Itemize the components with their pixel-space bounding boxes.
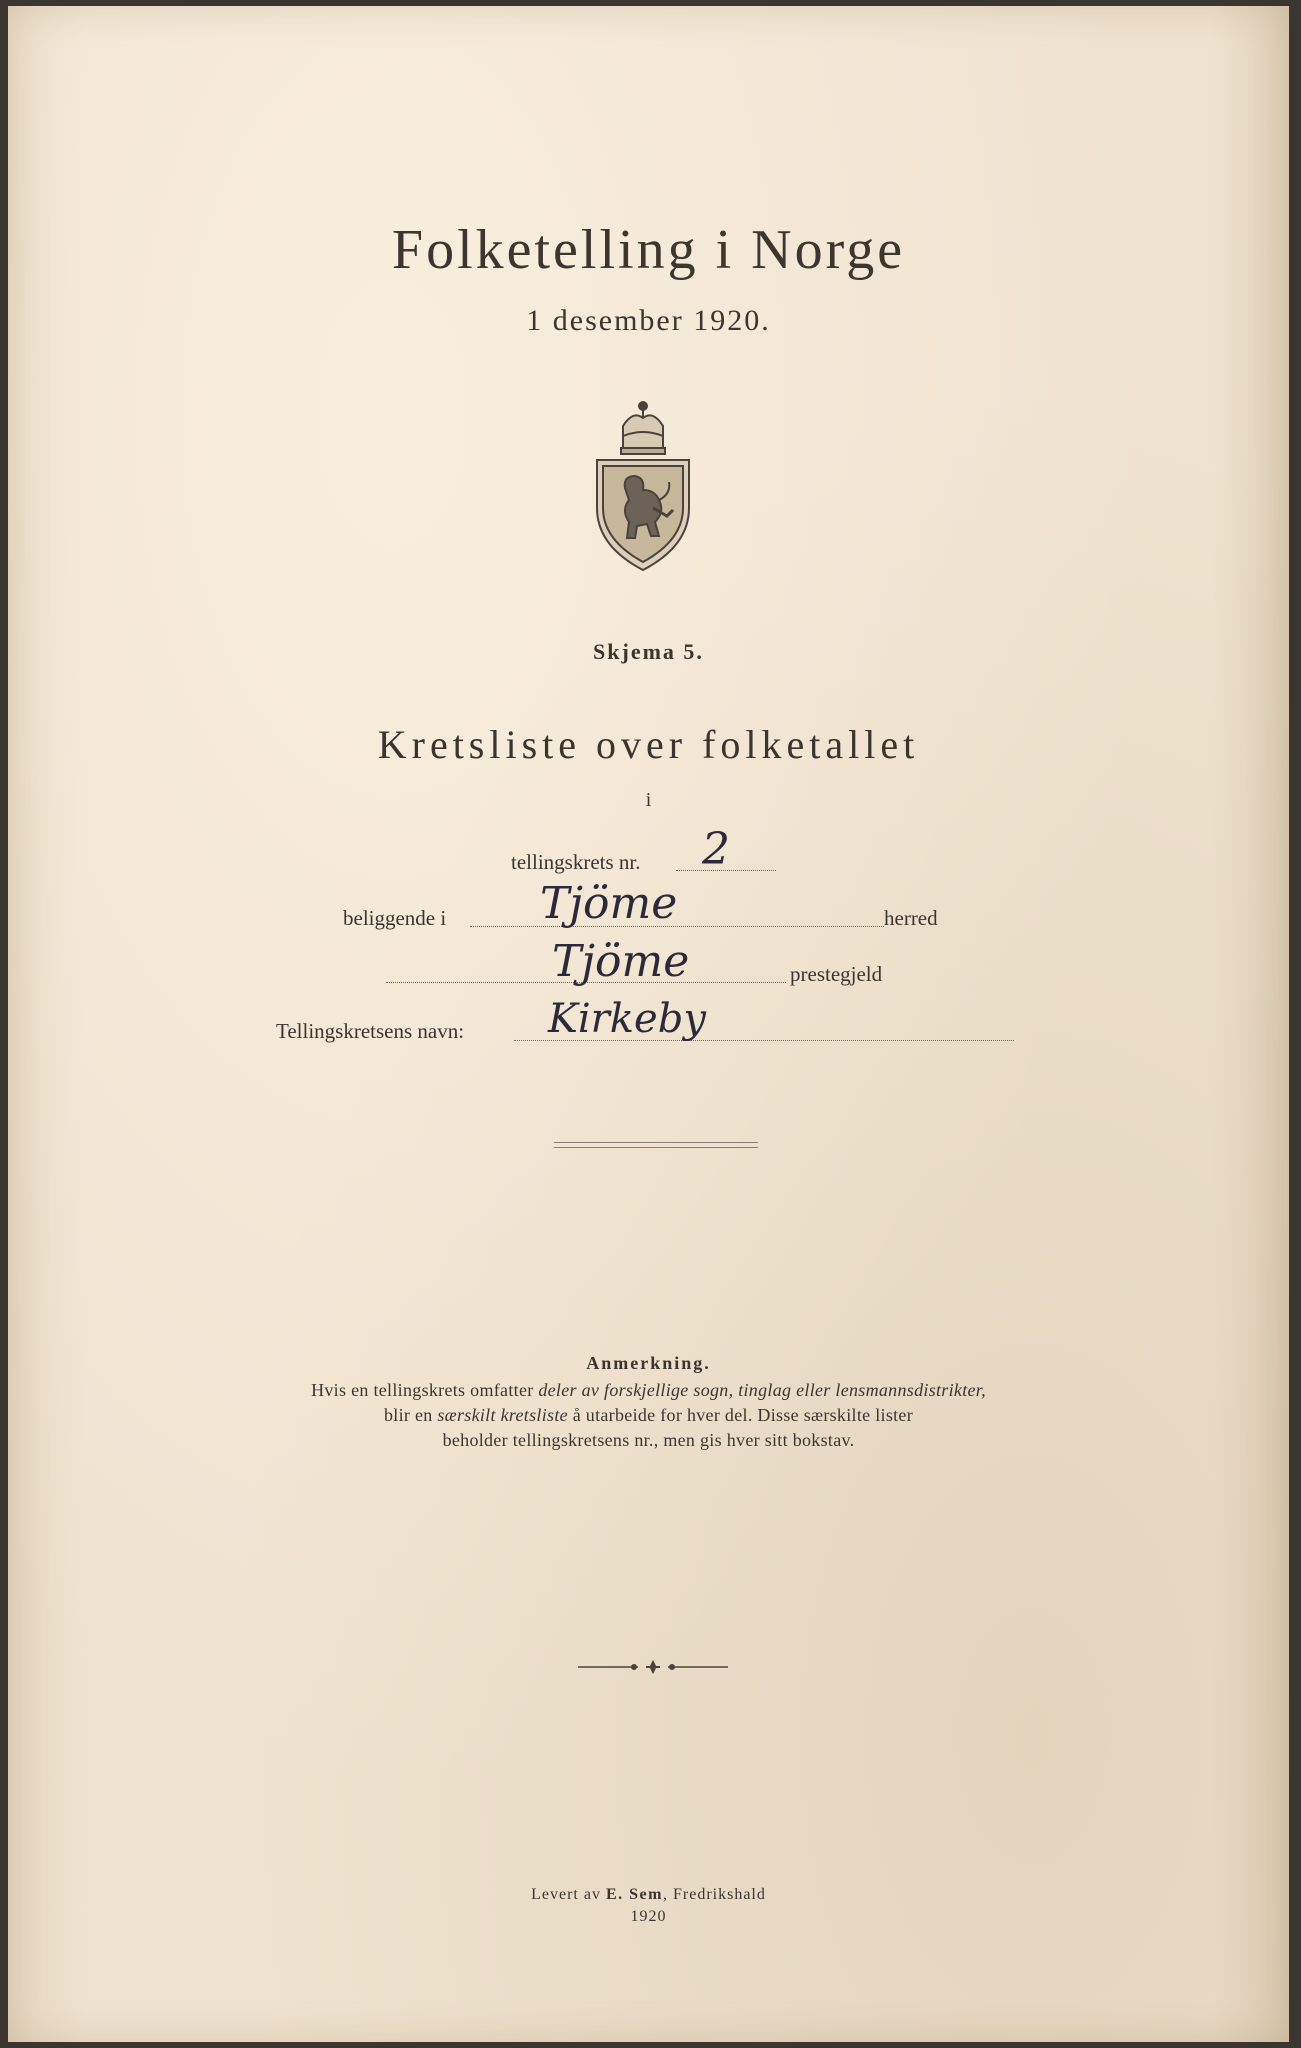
beliggende-value: Tjöme — [540, 878, 678, 929]
note-line-1-text: Hvis en tellingskrets omfatter — [311, 1380, 539, 1400]
ornament-divider-icon — [578, 1660, 728, 1674]
note-line-1 — [8, 1380, 1289, 1401]
section-divider — [554, 1142, 758, 1148]
form-heading: Kretsliste over folketallet — [377, 722, 920, 767]
norwegian-coat-of-arms-icon — [593, 398, 693, 574]
note-title: Anmerkning. — [586, 1353, 711, 1373]
printer-prefix: Levert av — [531, 1886, 606, 1903]
note-line-1-emphasis: deler av forskjellige sogn, tinglag eller lensmannsdistrikter, — [538, 1380, 986, 1400]
prestegjeld-label: prestegjeld — [790, 962, 883, 986]
krets-value: 2 — [702, 824, 730, 875]
navn-label: Tellingskretsens navn: — [276, 1019, 465, 1043]
printer-year: 1920 — [630, 1908, 667, 1925]
prestegjeld-value: Tjöme — [552, 936, 690, 987]
printer-line — [8, 1886, 1289, 1904]
note-line-2-text-b: å utarbeide for hver del. Disse særskilte lister — [567, 1405, 914, 1425]
herred-label: herred — [884, 906, 938, 930]
schema-number: Skjema 5. — [593, 639, 704, 664]
beliggende-label: beliggende i — [343, 906, 447, 930]
census-form-page — [8, 6, 1289, 2042]
krets-label: tellingskrets nr. — [511, 850, 641, 874]
document-date: 1 desember 1920. — [526, 304, 771, 337]
note-line-3: beholder tellingskretsens nr., men gis hver sitt bokstav. — [442, 1430, 855, 1450]
note-line-2-text-a: blir en — [383, 1405, 438, 1425]
printer-suffix: , Fredrikshald — [662, 1886, 766, 1903]
note-line-2-emphasis: særskilt kretsliste — [437, 1405, 568, 1425]
connector-text: i — [645, 789, 652, 811]
note-line-2 — [8, 1405, 1289, 1426]
navn-value: Kirkeby — [548, 996, 706, 1042]
document-title: Folketelling i Norge — [391, 219, 906, 281]
printer-name: E. Sem — [605, 1886, 663, 1903]
